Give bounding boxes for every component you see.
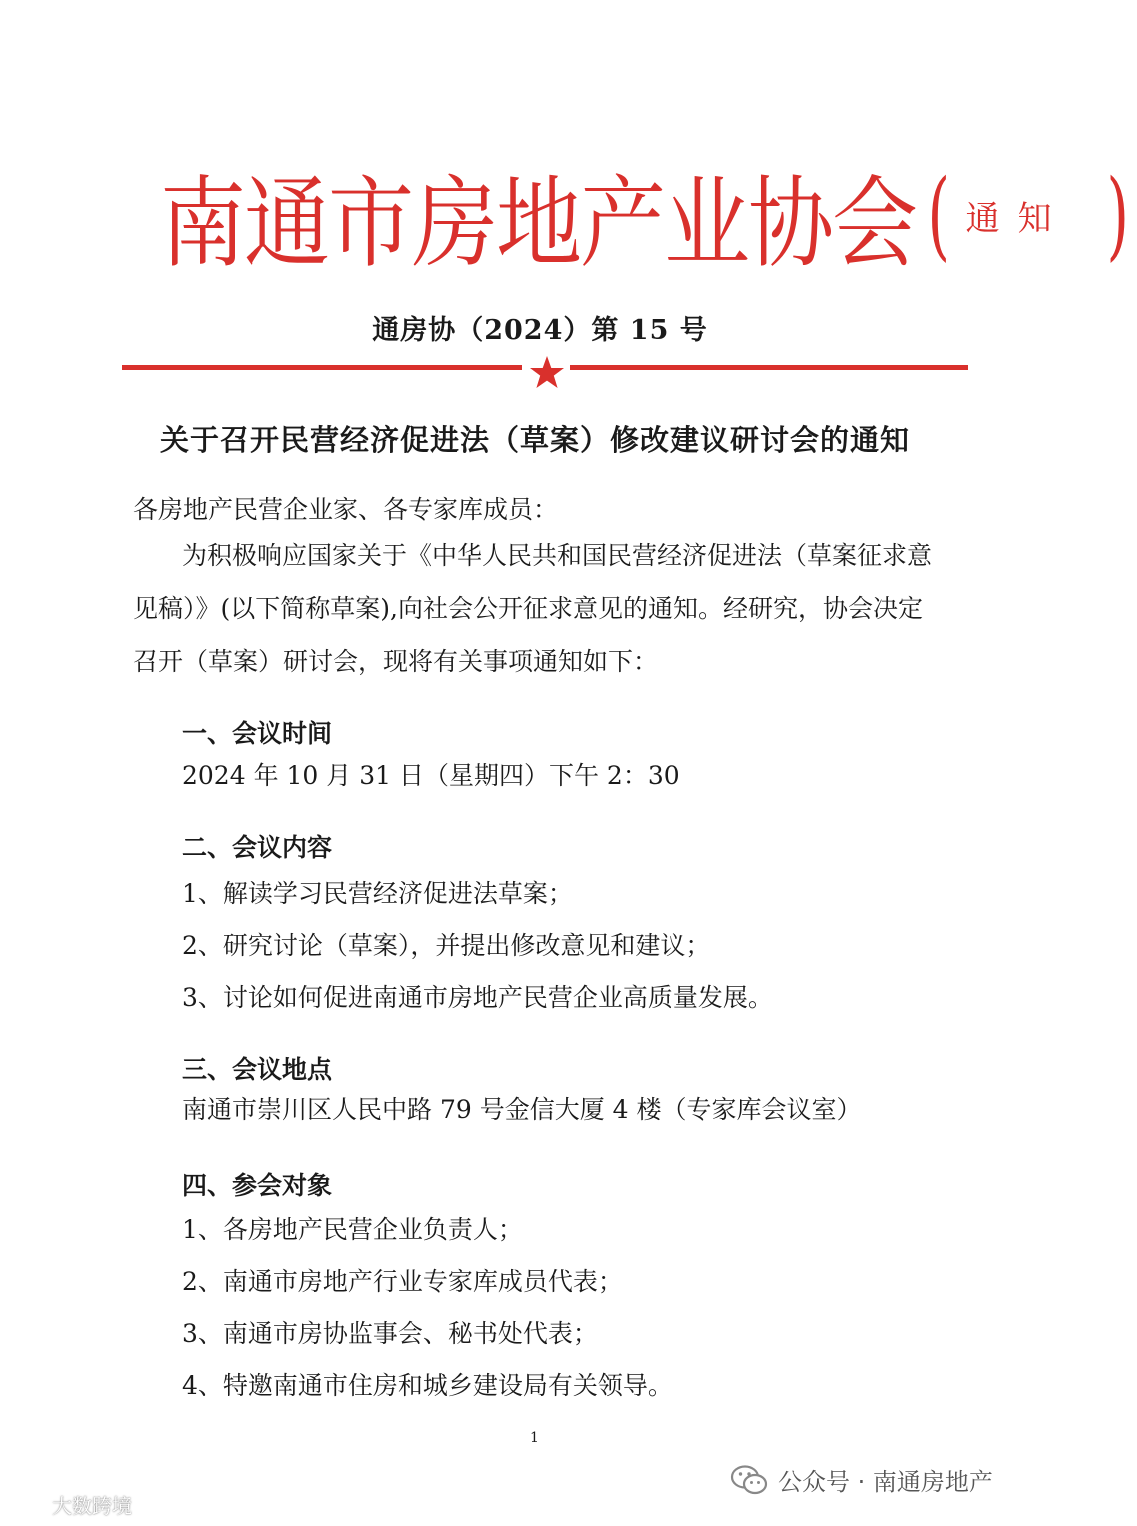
section-heading-time: 一、会议时间 bbox=[182, 719, 333, 748]
attendee-item-4: 4、特邀南通市住房和城乡建设局有关领导。 bbox=[182, 1371, 673, 1400]
doc-type-group bbox=[920, 159, 1137, 271]
intro-line-1: 为积极响应国家关于《中华人民共和国民营经济促进法（草案征求意 bbox=[182, 541, 933, 570]
red-rule-left bbox=[122, 365, 522, 370]
watermark-logo-icon bbox=[6, 1493, 46, 1517]
content-item-2: 2、研究讨论（草案），并提出修改意见和建议； bbox=[182, 931, 711, 960]
watermark-text: 大数跨境 bbox=[52, 1494, 132, 1518]
attendee-item-1: 1、各房地产民营企业负责人； bbox=[182, 1215, 523, 1244]
attendee-item-2: 2、南通市房地产行业专家库成员代表； bbox=[182, 1267, 623, 1296]
page-number: 1 bbox=[530, 1430, 539, 1446]
masthead bbox=[160, 159, 1130, 282]
watermark bbox=[6, 1490, 132, 1519]
org-name: 南通市房地产业协会 bbox=[160, 166, 916, 282]
document-number: 通房协（2024）第 15 号 bbox=[372, 315, 708, 346]
salutation: 各房地产民营企业家、各专家库成员： bbox=[133, 495, 559, 524]
wechat-icon bbox=[730, 1464, 768, 1496]
meeting-time: 2024 年 10 月 31 日（星期四）下午 2：30 bbox=[182, 761, 680, 790]
notice-title: 关于召开民营经济促进法（草案）修改建议研讨会的通知 bbox=[159, 423, 910, 457]
left-paren: ( bbox=[927, 159, 950, 271]
red-rule-right bbox=[570, 365, 968, 370]
intro-line-3: 召开（草案）研讨会，现将有关事项通知如下： bbox=[133, 647, 659, 676]
meeting-location: 南通市崇川区人民中路 79 号金信大厦 4 楼（专家库会议室） bbox=[182, 1095, 862, 1124]
attendee-item-3: 3、南通市房协监事会、秘书处代表； bbox=[182, 1319, 598, 1348]
section-heading-content: 二、会议内容 bbox=[182, 833, 333, 862]
wechat-source-footer bbox=[730, 1462, 993, 1497]
section-heading-location: 三、会议地点 bbox=[182, 1055, 333, 1084]
doc-type: 通知 bbox=[965, 198, 1070, 239]
right-paren: ) bbox=[1106, 159, 1130, 271]
star-icon bbox=[529, 355, 565, 391]
footer-source-text: 公众号 · 南通房地产 bbox=[778, 1468, 993, 1496]
content-item-3: 3、讨论如何促进南通市房地产民营企业高质量发展。 bbox=[182, 983, 773, 1012]
section-heading-attendees: 四、参会对象 bbox=[182, 1171, 333, 1200]
intro-line-2: 见稿）》(以下简称草案),向社会公开征求意见的通知。经研究，协会决定 bbox=[133, 594, 923, 623]
content-item-1: 1、解读学习民营经济促进法草案； bbox=[182, 879, 573, 908]
